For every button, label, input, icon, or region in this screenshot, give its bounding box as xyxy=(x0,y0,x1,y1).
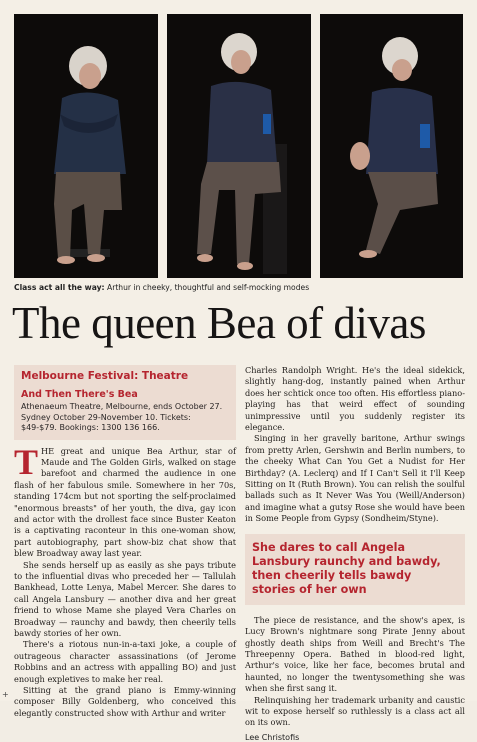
caption-text: Arthur in cheeky, thoughtful and self-mocking modes xyxy=(104,283,310,292)
photo-thoughtful xyxy=(167,14,311,278)
paragraph xyxy=(14,441,236,560)
right-column xyxy=(245,365,465,742)
left-column xyxy=(14,365,236,719)
section-label: Melbourne Festival: Theatre xyxy=(21,370,189,382)
paragraph: Relinquishing her trademark urbanity and caustic wit to expose herself so ruthlessly is a class act all on its own. xyxy=(245,694,465,728)
caption-lead: Class act all the way: xyxy=(14,283,105,292)
paragraph: Charles Randolph Wright. He's the ideal sidekick, slightly hang-dog, instantly pained when Arthur does her schtick once too often. His effortless piano-playing has that weird effect of sounding unimpressive until you suddenly register its elegance. xyxy=(245,365,465,433)
paragraph: The piece de resistance, and the show's apex, is Lucy Brown's nightmare song Pirate Jenny about ghostly death ships from Weill and Brecht's The Threepenny Opera. Bathed in blood-red light, Arthur's voice, like her face, becomes brutal and haunted, no longer the twentysomething she was when she first sang it. xyxy=(245,614,465,694)
byline: Lee Christofis xyxy=(245,732,300,742)
article-body-right-bottom xyxy=(245,615,465,729)
article-body-left xyxy=(14,441,236,720)
photo-cheeky xyxy=(14,14,158,278)
show-details: Athenaeum Theatre, Melbourne, ends October 27. Sydney October 29-November 10. Tickets: $49-$79. Bookings: 1300 136 166. xyxy=(21,402,223,432)
drop-cap: T xyxy=(14,441,39,482)
review-info-box xyxy=(14,365,236,440)
article-body-right-top xyxy=(245,365,465,525)
photo-self-mocking-figure xyxy=(320,14,463,278)
photo-cheeky-figure xyxy=(14,14,158,278)
headline: The queen Bea of divas xyxy=(12,298,426,348)
paragraph: Singing in her gravelly baritone, Arthur swings from pretty Arlen, Gershwin and Berlin numbers, to the cheeky What Can You Get a Nudist for Her Birthday? (A. Leclerq) and If I Can't Sell it I'll Keep Sitting on It (Ruth Brown). You can relish the soulful ballads such as It Never Was You (Weill/Anderson) and imagine what a gutsy Rose she would have been in Some People from Gypsy (Sondheim/Styne). xyxy=(245,433,465,524)
paragraph: She sends herself up as easily as she pays tribute to the influential divas who preceded her — Tallulah Bankhead, Lotte Lenya, Mabel Mercer. She dares to call Angela Lansbury — another diva and her great friend to whose Mame she played Vera Charles on Broadway — raunchy and bawdy, then cheerily tells bawdy stories of her own. xyxy=(14,559,236,638)
photo-strip xyxy=(14,14,463,278)
photo-self-mocking xyxy=(320,14,463,278)
pull-quote: She dares to call Angela Lansbury raunchy and bawdy, then cheerily tells bawdy stories of her own xyxy=(245,534,465,605)
crop-mark-icon: + xyxy=(2,690,9,699)
photo-caption xyxy=(14,283,464,293)
paragraph: There's a riotous nun-in-a-taxi joke, a couple of outrageous character assassinations (of Jerome Robbins and an actress with appalling BO) and just enough expletives to make her real. xyxy=(14,639,236,684)
photo-thoughtful-figure xyxy=(167,14,311,278)
show-title: And Then There's Bea xyxy=(21,389,138,400)
paragraph: Sitting at the grand piano is Emmy-winning composer Billy Goldenberg, who conceived this elegantly constructed show with Arthur and writer xyxy=(14,685,236,718)
paragraph-text: HE great and unique Bea Arthur, star of Maude and The Golden Girls, walked on stage barefoot and charmed the audience in one flash of her fabulous smile. Somewhere in her 70s, standing 174cm but not sporting the self-proclaimed "enormous breasts" of her youth, the diva, gay icon and actor with the drollest face since Buster Keaton is a captivating raconteur in this one-woman show, part autobiography, part show-biz chat show that blew Broadway away last year. xyxy=(14,445,236,559)
